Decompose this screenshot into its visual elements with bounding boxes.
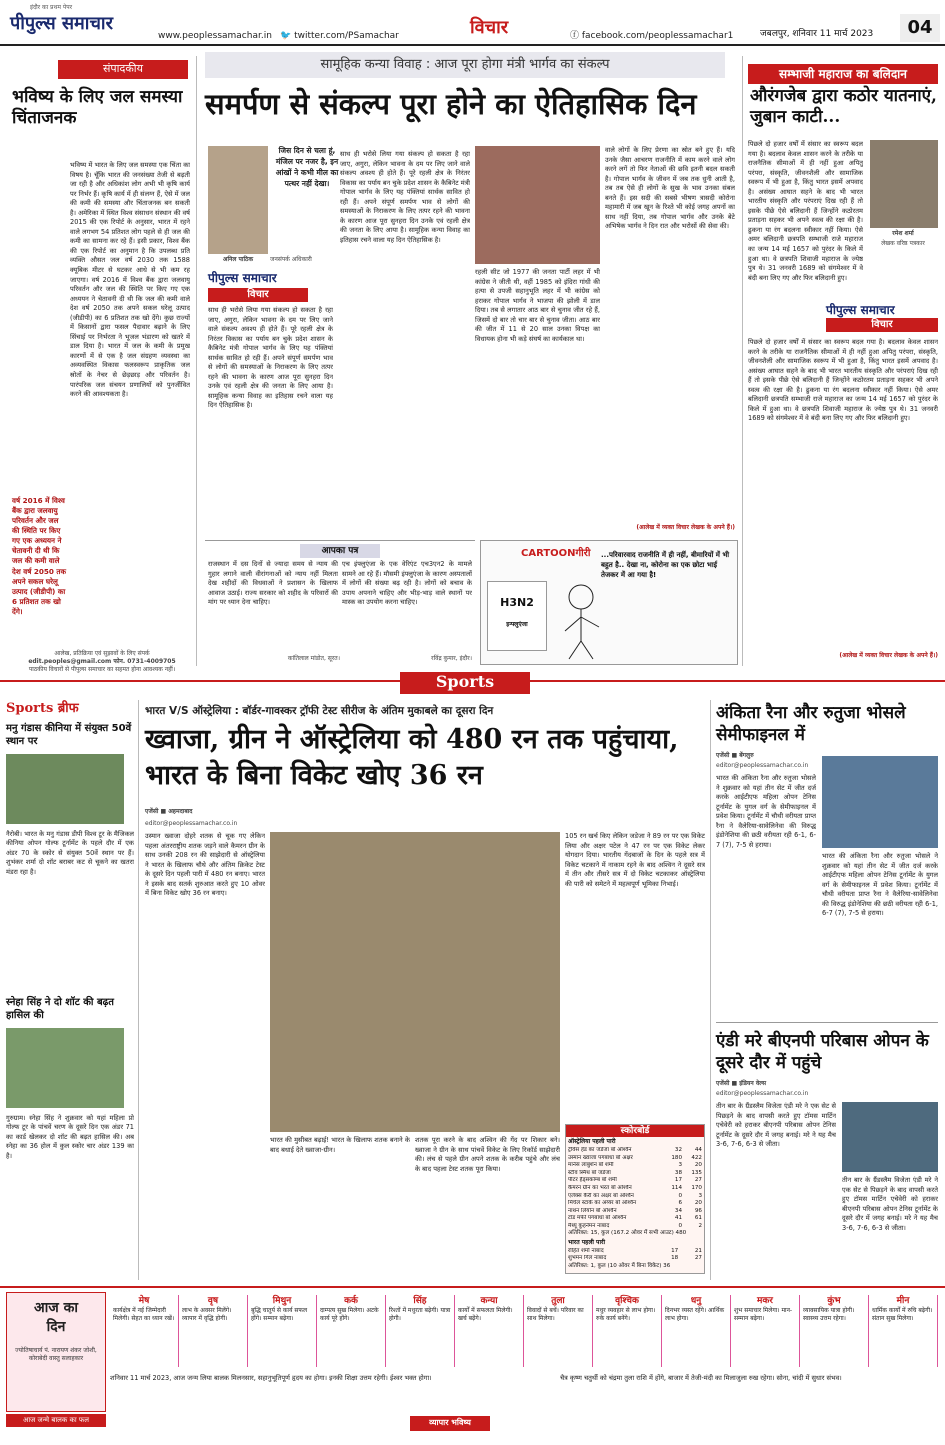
editorial-body: भविष्य में भारत के लिए जल समस्या एक चिंता का विषय है। चूँकि भारत की जनसंख्या तेजी से बढ़ती जा रही है और अधिकांश लोग अभी भी कृषि कार्य पर निर्भर हैं। कृषि कार्य में ही संलग्न हैं, ऐसे में जल की कमी की समस्या और चिंताजनक बन सकती है। अमेरिका में स्थित विश्व संसाधन संस्थान की वर्ष 2015 की एक रिपोर्ट के अनुसार, भारत में रहने वाले लगभग 54 प्रतिशत लोग पहले से ही जल की कमी का सामना कर रहे हैं। इसी प्रकार, विश्व बैंक की एक रिपोर्ट का अनुमान है कि उपलब्ध प्रति व्यक्ति औसत जल वर्ष 2030 तक 1588 क्यूबिक मीटर से घटकर आधे से भी कम रह जाएगा। वर्ष 2016 में विश्व बैंक द्वारा जलवायु परिवर्तन और जल की स्थिति पर किए गए एक अध्ययन ने चेतावनी दी थी कि जल की कमी वाले देश वर्ष 2050 तक अपने सकल घरेलू उत्पाद (जीडीपी) का 6 प्रतिशत तक खो देंगे। कुछ राज्यों में किसानों द्वारा फसल पैदावार बढ़ाने के लिए सिंचाई पर निर्भरता ने भूजल भंडारण को खतरे में डाल दिया है। भारत में जल के कमी के प्रमुख कारणों में से एक है जल संग्रहण व्यवस्था का अव्यवस्थित विकास फलस्वरूप प्राकृतिक जल स्रोतों के नेचर से छेड़छाड़ और परिवर्तन है। पारंपरिक जल संचयन प्रणालियों को पुनर्जीवित करने की आवश्यकता है। xyxy=(70,161,190,399)
editorial-tag: संपादकीय xyxy=(58,60,188,79)
balls: 27 xyxy=(694,1255,702,1262)
letter-1: राजस्थान में दस दिनों से ज्यादा समय से न्याय की गुहार लगाने वाली वीरांगनाओं को न्याय नहीं मिलता देख शहीदों की विधवाओं ने प्रशासन के खिलाफ आवाज उठाई। राज्य सरकार को शहीद के परिवारों की मांग पर ध्यान देना चाहिए। xyxy=(208,560,338,607)
brief1-body: नैरोबी। भारत के मनु गंडास डीपी विश्व टूर के मैजिकल कीनिया ओपन गोल्फ टूर्नामेंट के पहले दौर में एक अंडर 70 के स्कोर से संयुक्त 50वें स्थान पर हैं। शुभंकर शर्मा दो शॉट बराबर कट से चूकने का खतरा मंडरा रहा है। xyxy=(6,829,134,876)
cartoon-sign-text: इन्फ्लुएंजा xyxy=(506,620,528,628)
ankita-body-cont: भारत की अंकिता रैना और रुतुजा भोसले ने शुक्रवार को यहां तीन सेट में जीत दर्ज करके आईटीएफ महिला ओपन टेनिस टूर्नामेंट के युगल वर्ग के सेमीफाइनल में प्रवेश किया। टूर्नामेंट में चौथी वरीयता प्राप्त रैना ने वैलेरिया-सावेलिनेवा की विरुद्ध इंडोनेशिया की छठी वरीयता रही 6-1, 6-7 (7), 7-5 से हराया। xyxy=(822,852,938,918)
sign-text: मधुर व्यवहार से लाभ होगा। रुके कार्य बनेंगे। xyxy=(596,1307,656,1323)
scoreboard xyxy=(565,1124,705,1274)
letter-1-signature: कांतिलाल मांडोत, सूरत। xyxy=(287,655,340,662)
runs: 180 xyxy=(671,1154,683,1161)
balls: 20 xyxy=(694,1162,702,1169)
sign-name: कर्क xyxy=(344,1296,358,1306)
website-link[interactable]: www.peoplessamachar.in xyxy=(158,31,272,41)
sign-name: कुंभ xyxy=(827,1296,841,1306)
runs: 3 xyxy=(678,1162,683,1169)
sign-name: मेष xyxy=(138,1296,150,1306)
sign-3 xyxy=(248,1295,317,1367)
cricket-photo xyxy=(270,832,560,1132)
sign-4 xyxy=(317,1295,386,1367)
column-divider xyxy=(742,56,743,666)
sign-name: सिंह xyxy=(413,1296,427,1306)
runs: 17 xyxy=(671,1247,679,1254)
sign-text: लाभ के अवसर मिलेंगे। व्यापार में वृद्धि होगी। xyxy=(182,1307,232,1323)
runs: 18 xyxy=(671,1255,679,1262)
balls: 170 xyxy=(691,1184,702,1191)
runs: 17 xyxy=(674,1177,683,1184)
batter-name: मैथ्यू कुहनेमन नाबाद xyxy=(568,1222,610,1229)
score-table xyxy=(566,1147,704,1230)
brief2-headline: स्नेहा सिंह ने दो शॉट की बढ़त हासिल की xyxy=(6,996,115,1021)
balls: 21 xyxy=(694,1247,702,1254)
runs: 6 xyxy=(678,1200,683,1207)
lead-quote: जिस दिन से चला हूं, मंजिल पर नजर है, इन आंखों ने कभी मील का पत्थर नहीं देखा। xyxy=(275,146,339,188)
sports-brief-logo: Sports ब्रीफ xyxy=(6,701,79,716)
sambhaji-brand-tag: विचार xyxy=(826,318,938,332)
batter-name: टॉड मर्फी पगबाधा बो अश्विन xyxy=(568,1215,627,1222)
author-name: अनिल पाठिक xyxy=(222,256,254,263)
andy-byline: एजेंसी ■ इंडियन वेल्स xyxy=(716,1080,767,1087)
score-row xyxy=(566,1200,704,1208)
batter-name: पीटर हैंड्सकॉम्ब बो शमी xyxy=(568,1177,617,1184)
batter-name: मिचेल स्टार्क का अय्यर बो अश्विन xyxy=(568,1200,637,1207)
sign-text: दाम्पत्य सुख मिलेगा। अटके कार्य पूरे होंगे। xyxy=(320,1307,379,1323)
facebook-icon: ⓕ xyxy=(570,31,582,41)
sign-1 xyxy=(110,1295,179,1367)
balls: 20 xyxy=(694,1200,702,1207)
sign-name: कन्या xyxy=(480,1296,498,1306)
sign-name: मीन xyxy=(896,1296,910,1306)
lead-body-col1: साथ ही भरोसे लिया गया संकल्प हो सकता है रहा जाए, अगुरा, लेकिन भावना के दम पर लिए जाने वाले संकल्प अवश्य ही होते हैं। पूरे रहली क्षेत्र के निरंतर विकास का पर्याय बन चुके प्रदेश शासन के कैबिनेट मंत्री गोपाल भार्गव के लिए यह पंक्तियां सार्थक सावित हो रही हैं। अपने संपूर्ण समर्पण भाव से लोगों की समस्याओं के निराकरण के लिए तत्पर रहने की भावना के कारण आज पूरा सुनहरा दिन उनके एवं रहली क्षेत्र की जनता के लिए आया है। सामूहिक कन्या विवाह का इतिहास रचने वाला यह दिन ऐतिहासिक है। xyxy=(208,306,333,410)
andy-body: तीन बार के ग्रैंडस्लैम विजेता एंडी मरे ने एक सेट से पिछड़ने के बाद वापसी करते हुए टॉमस मार्टिन एचेवेरी को हराकर बीएनपी परिबास ओपन टेनिस टूर्नामेंट के दूसरे दौर में जगह बनाई। मरे ने यह मैच 3-6, 7-6, 6-3 से जीता। xyxy=(716,1102,836,1149)
sign-text: कार्यक्षेत्र में नई जिम्मेदारी मिलेगी। सेहत का ध्यान रखें। xyxy=(113,1307,175,1323)
trade-forecast-tag: व्यापार भविष्य xyxy=(410,1416,490,1431)
sign-name: वृष xyxy=(207,1296,219,1306)
trade-forecast-text: चैत्र कृष्ण चतुर्थी को चंद्रमा तुला राशि में होंगे, बाजार में तेजी-मंदी का मिलाजुला रुख रहेगा। सोना, चांदी में सुधार संभव। xyxy=(560,1374,842,1382)
runs: 38 xyxy=(674,1169,683,1176)
sambhaji-byline: (आलेख में व्यक्त विचार लेखक के अपने हैं।) xyxy=(839,652,938,659)
brief2-body: गुरुग्राम। स्नेहा सिंह ने शुक्रवार को यहां महिला प्रो गोल्फ टूर के पांचवें चरण के दूसरे दिन एक अंडर 71 का कार्ड खेलकर दो शॉट की बढ़त हासिल की। अब स्नेहा का 36 होल में कुल स्कोर चार अंडर 139 का है। xyxy=(6,1113,134,1160)
batter-name: उस्मान ख्वाजा पगबाधा बो अक्षर xyxy=(568,1154,633,1161)
lead-kicker: सामूहिक कन्या विवाह : आज पूरा होगा मंत्री भार्गव का संकल्प xyxy=(205,52,725,78)
ankita-email[interactable]: editor@peoplessamachar.co.in xyxy=(716,762,809,769)
page-number: 04 xyxy=(900,14,940,42)
runs: 114 xyxy=(671,1184,683,1191)
sign-text: दिनभर व्यस्त रहेंगे। आर्थिक लाभ होगा। xyxy=(665,1307,725,1323)
sambhaji-tag: सम्भाजी महाराज का बलिदान xyxy=(748,64,938,84)
city-date: जबलपुर, शनिवार 11 मार्च 2023 xyxy=(760,29,874,39)
score-row xyxy=(566,1193,704,1201)
sign-11 xyxy=(800,1295,869,1367)
main-sports-body1: उस्मान ख्वाजा दोहरे शतक से चूक गए लेकिन पहला अंतरराष्ट्रीय शतक जड़ने वाले कैमरन ग्रीन के साथ उनकी 208 रन की साझेदारी से ऑस्ट्रेलिया ने भारत के खिलाफ चौथे और अंतिम क्रिकेट टेस्ट के दूसरे दिन पहली पारी में 480 रन बनाए। भारत ने इसके बाद सतर्क शुरुआत करते हुए 10 ओवर में बिना विकेट खोए 36 रन बनाए। xyxy=(145,832,265,898)
letters-tag: आपका पत्र xyxy=(300,544,380,558)
horoscope-tag2: दिन xyxy=(46,1318,66,1335)
batter-name: रोहित शर्मा नाबाद xyxy=(568,1247,604,1254)
sign-name: वृश्चिक xyxy=(615,1296,639,1306)
cartoon-bubble: ...परिवारवाद राजनीति में ही नहीं, बीमारियों में भी बहुत है.. देखा ना, कोरोना का एक छोटा भाई तेजकर में आ गया है! xyxy=(601,551,730,579)
sign-name: तुला xyxy=(551,1296,565,1306)
sign-8 xyxy=(593,1295,662,1367)
balls: 422 xyxy=(691,1154,702,1161)
sports-brief-column xyxy=(6,700,134,1280)
lead-body-col3: वाले लोगों के लिए प्रेरणा का स्रोत बने हुए हैं। यदि उनके जैसा आचरण राजनीति में काम करने वाले लोग करने लगें तो फिर नेताओं की छवि इतनी बदल सकती है। गोपाल भार्गव के जीवन में जब तक धुनी आती है, तब तब ऐसे ही लोगों के सुख के भाव उनका संबल बनते हैं। इस सदी की सबसे भीषण त्रासदी कोरोना महामारी में जब खून के रिश्ते भी कोई जगह अपनों का साथ नहीं दिया, तब गोपाल भार्गव और उनके बेटे अभिषेक भार्गव ने दिन रात और भरोसों की सेवा की। xyxy=(605,146,735,231)
runs: 41 xyxy=(674,1215,683,1222)
sign-name: मिथुन xyxy=(272,1296,292,1306)
wedding-photo xyxy=(475,146,600,264)
facebook-link[interactable]: ⓕ facebook.com/peoplessamachar1 xyxy=(570,31,734,41)
sign-9 xyxy=(662,1295,731,1367)
sign-7 xyxy=(524,1295,593,1367)
sign-text: धार्मिक कार्यों में रुचि बढ़ेगी। संतान सुख मिलेगा। xyxy=(872,1307,933,1323)
horoscope-tag1: आज का xyxy=(34,1300,78,1316)
editorial-footer xyxy=(12,650,192,674)
lead-body-col2: रहली सीट जो 1977 की जनता पार्टी लहर में भी कांग्रेस ने जीती थी, वहीं 1985 को इंदिरा गांधी की हत्या से उपजी सहानुभूति लहर में भी कांग्रेस को हराकर गोपाल भार्गव ने भाजपा की झोली में डाल दिया। तब से लगातार आठ बार से चुनाव जीत रहे हैं, जिसमें दो बार तो चार बार से चुनाव जीता। आठ बार की जीत में 11 से 20 साल उनका विपक्ष का विधायक होना भी कड़े संघर्ष का कार्यकाल था। xyxy=(475,268,600,343)
score-row xyxy=(566,1155,704,1163)
letter-2: एच इंफ्लुएंजा के एक वेरिएंट एच3एन2 के मामले सामने आ रहे हैं। मौसमी इंफ्लुएंजा के कारण अस्पतालों में लोगों की संख्या बढ़ रही है। लोगों को बचाव के उपाय अपनाने चाहिए और भीड़-भाड़ वाले स्थानों पर मास्क का उपयोग करना चाहिए। xyxy=(342,560,472,607)
column-divider xyxy=(710,700,711,1280)
author-name: रमेश शर्मा xyxy=(892,230,914,237)
balls: 96 xyxy=(694,1207,702,1214)
sign-5 xyxy=(386,1295,455,1367)
cartoon-board xyxy=(487,581,547,651)
author-photo xyxy=(870,140,938,228)
main-sports-body2: 105 रन खर्च किए लेकिन जडेजा ने 89 रन पर एक विकेट लिया और अक्षर पटेल ने 47 रन पर एक विकेट लेकर योगदान दिया। भारतीय गेंदबाजों के दिन के पहले सत्र में विकेट चटकाने में नाकाम रहने के बाद अश्विन ने दूसरे सत्र में तीन और तीसरे सत्र में दो विकेट चटकाकर ऑस्ट्रेलिया की पारी को समेटने में महत्वपूर्ण भूमिका निभाई। xyxy=(565,832,705,888)
sambhaji-body: पिछले दो हजार वर्षों में संसार का स्वरूप बदल गया है। बदलाव केवल शासन करने के तरीके या राजनैतिक सीमाओं में ही नहीं हुआ अपितु परंपरा, संस्कृति, जीवनशैली और सामाजिक स्वरूप में भी हुआ है, किंतु भारत इसमें अपवाद है। असंख्य आघात सहने के बाद भी भारत भारतीय संस्कृति और परंपराएं दिख रही हैं तो इसके पीछे ऐसे बलिदानी हैं जिन्होंने कठोरतम प्रताड़ना सहकर भी अपने स्वत्व की रक्षा की है। ढुकना या रंग बदलना स्वीकार नहीं किया। ऐसे अमर बलिदानी छत्रपति सम्भाजी राजे महाराज का जन्म 14 मई 1657 को पुरंदर के किले में हुआ था। वे छत्रपति शिवाजी महाराज के ज्येष्ठ पुत्र थे। 31 जनवरी 1689 को संगमेश्वर में वे बंदी बना लिए गए और फिर बलिदानी हुए। xyxy=(748,140,863,282)
runs: 0 xyxy=(678,1222,683,1229)
score-row xyxy=(566,1255,704,1263)
editorial-column xyxy=(8,56,193,674)
main-sports-kicker: भारत V/S ऑस्ट्रेलिया : बॉर्डर-गावस्कर ट्रॉफी टेस्ट सीरीज के अंतिम मुकाबले का दूसरा दिन xyxy=(145,705,494,717)
sign-text: बुद्धि चातुर्य से कार्य सफल होंगे। सम्मान बढ़ेगा। xyxy=(251,1307,308,1323)
sign-text: कार्यों में सफलता मिलेगी। खर्च बढ़ेंगे। xyxy=(458,1307,513,1323)
footer-disclaimer: पाठकीय विचारों से पीपुल्स समाचार का सहमत होना आवश्यक नहीं। xyxy=(28,666,176,674)
astrologer-credit: ज्योतिषाचार्य पं. नारायण शंकर जोशी, कोराबेदी वास्तु सलाहकार xyxy=(15,1346,97,1362)
score-row xyxy=(566,1185,704,1193)
cartoon-panel xyxy=(480,540,738,665)
batter-name: ट्रेविस हेड का जडेजा बो अश्विन xyxy=(568,1147,632,1154)
score-row xyxy=(566,1147,704,1155)
sign-text: शुभ समाचार मिलेगा। मान-सम्मान बढ़ेगा। xyxy=(734,1307,793,1323)
author-role: जनसंपर्क अधिकारी xyxy=(270,256,312,263)
sambhaji-body-cont: पिछले दो हजार वर्षों में संसार का स्वरूप बदल गया है। बदलाव केवल शासन करने के तरीके या राजनैतिक सीमाओं में ही नहीं हुआ अपितु परंपरा, संस्कृति, जीवनशैली और सामाजिक स्वरूप में भी हुआ है, किंतु भारत इसमें अपवाद है। असंख्य आघात सहने के बाद भी भारत भारतीय संस्कृति और परंपराएं दिख रही हैं तो इसके पीछे ऐसे बलिदानी हैं जिन्होंने कठोरतम प्रताड़ना सहकर भी अपने स्वत्व की रक्षा की है। ढुकना या रंग बदलना स्वीकार नहीं किया। ऐसे अमर बलिदानी छत्रपति सम्भाजी राजे महाराज का जन्म 14 मई 1657 को पुरंदर के किले में हुआ था। वे छत्रपति शिवाजी महाराज के ज्येष्ठ पुत्र थे। 31 जनवरी 1689 को संगमेश्वर में वे बंदी बना लिए गए और फिर बलिदानी हुए। xyxy=(748,338,938,423)
footer-contact-label: आलेख, प्रतिक्रिया एवं सुझावों के लिए संपर्क xyxy=(54,650,150,657)
divider xyxy=(716,1022,938,1023)
column-divider xyxy=(196,56,197,666)
cartoon-title: CARTOONगीरी xyxy=(521,548,591,559)
ankita-body: भारत की अंकिता रैना और रुतुजा भोसले ने शुक्रवार को यहां तीन सेट में जीत दर्ज करके आईटीएफ महिला ओपन टेनिस टूर्नामेंट के युगल वर्ग के सेमीफाइनल में प्रवेश किया। टूर्नामेंट में चौथी वरीयता प्राप्त रैना ने वैलेरिया-सावेलिनेवा की विरुद्ध इंडोनेशिया की छठी वरीयता रही 6-1, 6-7 (7), 7-5 से हराया। xyxy=(716,774,816,849)
score-aus-head: ऑस्ट्रेलिया पहली पारी xyxy=(568,1138,616,1146)
horoscope-tag-box xyxy=(6,1292,106,1412)
runs: 32 xyxy=(674,1147,683,1154)
balls: 27 xyxy=(694,1177,702,1184)
sign-name: धनु xyxy=(690,1296,702,1306)
balls: 44 xyxy=(694,1147,702,1154)
cartoon-board-text: H3N2 xyxy=(500,596,534,609)
sign-2 xyxy=(179,1295,248,1367)
andy-photo xyxy=(842,1102,938,1172)
lead-headline: समर्पण से संकल्प पूरा होने का ऐतिहासिक दिन xyxy=(205,87,697,121)
score-row xyxy=(566,1170,704,1178)
batter-name: एलेक्स कैरी का अक्षर बो अश्विन xyxy=(568,1192,634,1199)
main-sports-headline: ख्वाजा, ग्रीन ने ऑस्ट्रेलिया को 480 रन तक पहुंचाया, भारत के बिना विकेट खोए 36 रन xyxy=(145,724,679,792)
score-row xyxy=(566,1162,704,1170)
footer-email[interactable]: edit.peoples@gmail.com फोन. 0731-4009705 xyxy=(28,658,176,666)
sign-text: विवादों से बचें। परिवार का साथ मिलेगा। xyxy=(527,1307,584,1323)
sambhaji-brand-logo: पीपुल्स समाचार xyxy=(826,303,895,317)
andy-email[interactable]: editor@peoplessamachar.co.in xyxy=(716,1090,809,1097)
photo-caption: भारत की मुसीबत बढ़ाई! भारत के खिलाफ शतक बनाने के बाद बधाई देते ख्वाजा-ग्रीन। xyxy=(270,1136,410,1154)
lead-brand-tag: विचार xyxy=(208,288,308,302)
batter-name: नाथन लियोन बो अश्विन xyxy=(568,1207,617,1214)
main-sports-email[interactable]: editor@peoplessamachar.co.in xyxy=(145,820,238,827)
score-extras: अतिरिक्त: 15, कुल (167.2 ओवर में सभी आउट) 480 xyxy=(568,1230,687,1237)
score-ind-head: भारत पहली पारी xyxy=(568,1238,606,1246)
balls: 61 xyxy=(694,1215,702,1222)
main-sports-byline: एजेंसी ■ अहमदाबाद xyxy=(145,808,193,815)
brief2-photo xyxy=(6,1028,124,1108)
column-divider xyxy=(138,700,139,1280)
horoscope-rule xyxy=(0,1286,945,1288)
runs: 0 xyxy=(678,1192,683,1199)
sign-name: मकर xyxy=(757,1296,773,1306)
masthead-logo: पीपुल्स समाचार xyxy=(10,13,113,34)
author-role: लेखक वरिष्ठ पत्रकार xyxy=(881,240,925,247)
sambhaji-headline: औरंगजेब द्वारा कठोर यातनाएं, जुबान काटी... xyxy=(750,86,937,128)
balls: 3 xyxy=(698,1192,702,1199)
author-photo xyxy=(208,146,268,254)
batter-name: शुभमन गिल नाबाद xyxy=(568,1255,607,1262)
born-today-text: शनिवार 11 मार्च 2023, आज जन्म लिया बालक मिलनसार, सहानुभूतिपूर्ण हृदय का होगा। इनकी शिक्षा उत्तम रहेगी। ईश्वर भक्त होगा। xyxy=(110,1374,432,1382)
editorial-pullquote: वर्ष 2016 में विश्व बैंक द्वारा जलवायु परिवर्तन और जल की स्थिति पर किए गए एक अध्ययन ने चेतावनी दी थी कि जल की कमी वाले देश वर्ष 2050 तक अपने सकल घरेलू उत्पाद (जीडीपी) का 6 प्रतिशत तक खो देंगे। xyxy=(12,496,66,616)
runs: 34 xyxy=(674,1207,683,1214)
main-sports-body3: शतक पूरा करने के बाद अश्विन की गेंद पर शिकार बने। ख्वाजा ने ग्रीन के साथ पांचवें विकेट के लिए रिकॉर्ड साझेदारी की। लंच से पहले ग्रीन अपने शतक के करीब पहुंचे और लंच के बाद पहला टेस्ट शतक पूरा किया। xyxy=(415,1136,560,1173)
batter-name: कैमरन ग्रीन का भरत बो अश्विन xyxy=(568,1184,632,1191)
divider xyxy=(205,540,475,541)
sign-10 xyxy=(731,1295,800,1367)
balls: 2 xyxy=(698,1222,702,1229)
cartoon-figure-icon xyxy=(551,581,611,661)
editorial-headline: भविष्य के लिए जल समस्या चिंताजनक xyxy=(12,86,183,129)
batter-name: मार्नस लाबुशेन बो शमी xyxy=(568,1162,614,1169)
score-row xyxy=(566,1177,704,1185)
ankita-headline: अंकिता रैना और रुतुजा भोसले सेमीफाइनल में xyxy=(716,703,906,746)
ankita-photo xyxy=(822,756,938,848)
sign-text: रिश्तों में मधुरता बढ़ेगी। यात्रा होगी। xyxy=(389,1307,451,1323)
lead-byline: (आलेख में व्यक्त विचार लेखक के अपने हैं।) xyxy=(636,524,735,531)
sports-section-bar: Sports xyxy=(400,672,530,694)
lead-body-col1b: साथ ही भरोसे लिया गया संकल्प हो सकता है रहा जाए, अगुरा, लेकिन भावना के दम पर लिए जाने वाले संकल्प अवश्य ही होते हैं। पूरे रहली क्षेत्र के निरंतर विकास का पर्याय बन चुके प्रदेश शासन के कैबिनेट मंत्री गोपाल भार्गव के लिए यह पंक्तियां सार्थक सावित हो रही हैं। अपने संपूर्ण समर्पण भाव से लोगों की समस्याओं के निराकरण के लिए तत्पर रहने की भावना के कारण आज पूरा सुनहरा दिन उनके एवं रहली क्षेत्र की जनता के लिए आया है। सामूहिक कन्या विवाह का इतिहास रचने वाला यह दिन ऐतिहासिक है। xyxy=(340,150,470,244)
sign-6 xyxy=(455,1295,524,1367)
score-row xyxy=(566,1208,704,1216)
logo-subtitle: इंदौर का प्रथम पेपर xyxy=(30,4,73,11)
twitter-icon: 🐦 xyxy=(280,31,295,41)
scoreboard-title: स्कोरबोर्ड xyxy=(566,1125,704,1137)
score-row xyxy=(566,1248,704,1256)
lead-brand-logo: पीपुल्स समाचार xyxy=(208,271,277,285)
sign-12 xyxy=(869,1295,938,1367)
score-ind-table xyxy=(566,1248,704,1263)
brief1-photo xyxy=(6,754,124,824)
masthead xyxy=(0,0,945,46)
section-title: विचार xyxy=(470,17,509,38)
twitter-link[interactable]: 🐦 twitter.com/PSamachar xyxy=(280,31,399,41)
ankita-byline: एजेंसी ■ बेंगलुरु xyxy=(716,752,754,759)
score-ind-total: अतिरिक्त: 1, कुल (10 ओवर में बिना विकेट) 36 xyxy=(568,1262,671,1269)
score-row xyxy=(566,1215,704,1223)
born-today-tag: आज जन्मे बालक का फल xyxy=(6,1414,106,1427)
batter-name: स्टीव स्मिथ बो जडेजा xyxy=(568,1169,611,1176)
letter-2-signature: रविंद्र कुमार, इंदौर। xyxy=(431,655,472,662)
andy-headline: एंडी मरे बीएनपी परिबास ओपन के दूसरे दौर में पहुंचे xyxy=(716,1031,929,1074)
brief1-headline: मनु गंडास कीनिया में संयुक्त 50वें स्थान पर xyxy=(6,722,132,747)
balls: 135 xyxy=(691,1169,702,1176)
sign-text: व्यावसायिक यात्रा होगी। स्वास्थ्य उत्तम रहेगा। xyxy=(803,1307,855,1323)
andy-body-cont: तीन बार के ग्रैंडस्लैम विजेता एंडी मरे ने एक सेट से पिछड़ने के बाद वापसी करते हुए टॉमस मार्टिन एचेवेरी को हराकर बीएनपी परिबास ओपन टेनिस टूर्नामेंट के दूसरे दौर में जगह बनाई। मरे ने यह मैच 3-6, 7-6, 6-3 से जीता। xyxy=(842,1176,938,1232)
